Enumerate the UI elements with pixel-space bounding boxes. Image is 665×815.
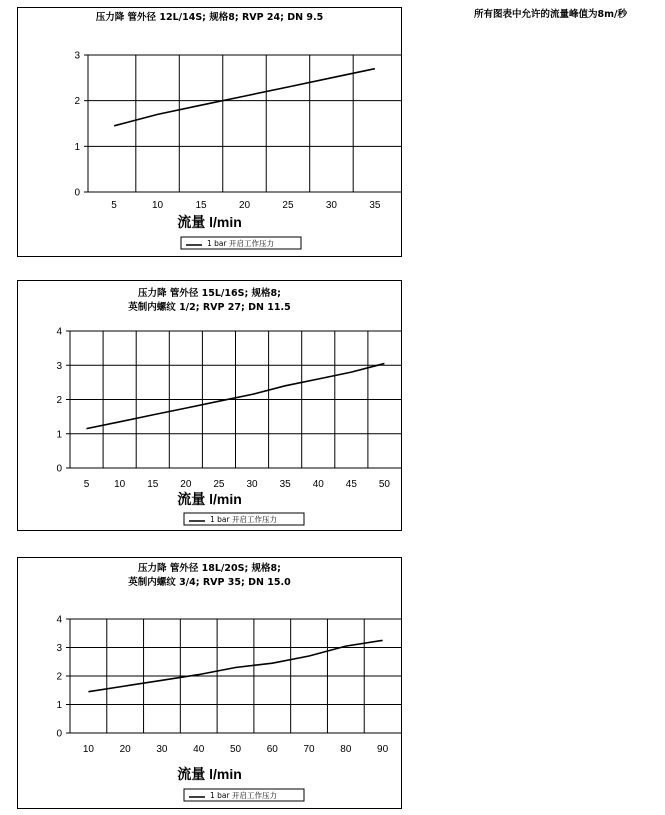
x-tick-label: 25	[213, 479, 225, 490]
chart-title: 英制内螺纹 1/2; RVP 27; DN 11.5	[128, 302, 291, 313]
x-tick-label: 50	[229, 744, 242, 755]
y-tick-label: 1	[74, 141, 80, 153]
x-tick-label: 20	[180, 479, 192, 490]
series-line	[114, 69, 375, 126]
chart-title: 压力降 管外径 12L/14S; 规格8; RVP 24; DN 9.5	[95, 12, 324, 23]
chart-title: 英制内螺纹 3/4; RVP 35; DN 15.0	[128, 577, 291, 588]
chart-title: 压力降 管外径 15L/16S; 规格8;	[138, 288, 281, 299]
x-tick-label: 45	[345, 479, 357, 490]
chart-panel-3	[17, 557, 402, 809]
y-tick-label: 0	[74, 187, 80, 199]
legend-label: 1 bar 开启工作压力	[210, 515, 277, 524]
x-tick-label: 25	[282, 200, 294, 211]
x-tick-label: 40	[312, 479, 324, 490]
y-tick-label: 2	[74, 96, 80, 108]
y-tick-label: 0	[56, 463, 62, 475]
chart-title: 压力降 管外径 18L/20S; 规格8;	[138, 563, 281, 574]
x-tick-label: 15	[195, 200, 207, 211]
x-tick-label: 60	[266, 744, 278, 755]
x-tick-label: 30	[246, 479, 258, 490]
x-tick-label: 40	[193, 744, 205, 755]
x-tick-label: 10	[151, 200, 164, 211]
flow-peak-note: 所有图表中允许的流量峰值为8m/秒	[474, 9, 627, 20]
y-tick-label: 3	[56, 643, 62, 654]
chart-svg	[18, 281, 401, 530]
x-tick-label: 50	[378, 479, 391, 490]
y-tick-label: 3	[74, 50, 80, 62]
chart-svg	[18, 8, 401, 256]
y-tick-label: 0	[56, 728, 62, 740]
chart-panel-1	[17, 7, 402, 257]
y-tick-label: 1	[56, 429, 62, 441]
y-tick-label: 2	[56, 671, 62, 683]
x-tick-label: 20	[119, 744, 131, 755]
x-axis-label: 流量 l/min	[177, 214, 242, 230]
legend-label: 1 bar 开启工作压力	[207, 239, 274, 248]
chart-svg	[18, 558, 401, 808]
chart-panel-2	[17, 280, 402, 531]
legend-label: 1 bar 开启工作压力	[210, 791, 277, 800]
x-tick-label: 90	[377, 744, 389, 755]
x-tick-label: 15	[147, 479, 159, 490]
x-tick-label: 20	[238, 200, 251, 211]
y-tick-label: 3	[56, 360, 62, 372]
x-axis-label: 流量 l/min	[177, 491, 242, 507]
x-tick-label: 5	[83, 479, 90, 490]
y-tick-label: 4	[56, 614, 62, 626]
x-axis-label: 流量 l/min	[177, 766, 242, 782]
y-tick-label: 4	[56, 326, 62, 338]
y-tick-label: 1	[56, 700, 62, 711]
x-tick-label: 35	[279, 479, 291, 490]
series-line	[88, 640, 382, 691]
y-tick-label: 2	[56, 395, 62, 406]
x-tick-label: 35	[369, 200, 381, 211]
x-tick-label: 30	[156, 744, 168, 755]
x-tick-label: 30	[325, 200, 338, 211]
x-tick-label: 70	[303, 744, 315, 755]
x-tick-label: 10	[114, 479, 126, 490]
x-tick-label: 10	[82, 744, 94, 755]
x-tick-label: 5	[111, 200, 117, 211]
x-tick-label: 80	[340, 744, 352, 755]
